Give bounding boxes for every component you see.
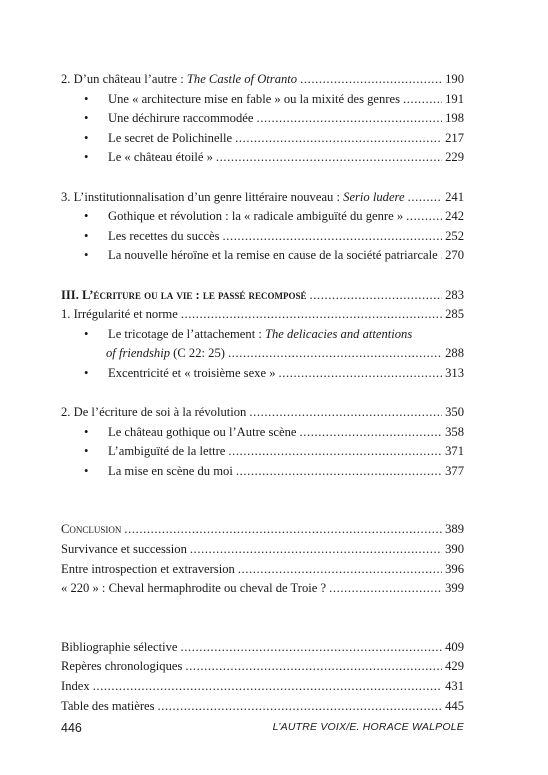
bullet-icon: • xyxy=(84,91,89,106)
toc-page-number: 371 xyxy=(445,444,464,459)
toc-subentry[interactable] xyxy=(61,148,464,168)
dot-leader xyxy=(299,423,442,443)
toc-entry-section-2[interactable] xyxy=(61,70,464,90)
toc-subentry[interactable] xyxy=(61,423,464,443)
dot-leader xyxy=(228,442,442,462)
toc-entry-part-3[interactable] xyxy=(61,286,464,306)
table-of-contents xyxy=(61,70,464,716)
toc-entry-label: 2. D’un château l’autre : The Castle of Otranto xyxy=(61,72,298,86)
toc-page-number: 252 xyxy=(445,228,464,243)
toc-entry-label: La mise en scène du moi xyxy=(108,463,233,478)
dot-leader xyxy=(216,148,442,168)
toc-entry-section-3-1[interactable] xyxy=(61,305,464,325)
toc-entry-contents[interactable] xyxy=(61,697,464,717)
toc-subentry[interactable] xyxy=(61,227,464,247)
dot-leader xyxy=(310,286,443,306)
toc-page-number: 217 xyxy=(445,130,464,145)
toc-subentry[interactable] xyxy=(61,207,464,227)
toc-page-number: 399 xyxy=(445,581,464,596)
toc-page-number: 429 xyxy=(445,659,464,674)
dot-leader xyxy=(185,657,442,677)
toc-page-number: 390 xyxy=(445,542,464,557)
toc-page-number: 431 xyxy=(445,679,464,694)
dot-leader xyxy=(93,677,442,697)
toc-entry-label: Survivance et succession xyxy=(61,542,187,557)
toc-subentry[interactable] xyxy=(61,364,464,384)
toc-subentry-continuation[interactable] xyxy=(61,344,464,364)
toc-entry-label: Excentricité et « troisième sexe » xyxy=(108,365,276,380)
dot-leader xyxy=(300,70,442,90)
toc-entry[interactable] xyxy=(61,560,464,580)
toc-page-number: 229 xyxy=(445,150,464,165)
toc-subentry[interactable] xyxy=(61,129,464,149)
bullet-icon: • xyxy=(84,424,89,439)
dot-leader xyxy=(223,227,443,247)
toc-entry-label: Index xyxy=(61,679,90,694)
dot-leader xyxy=(228,344,442,364)
toc-entry-bibliography[interactable] xyxy=(61,638,464,658)
toc-entry-label: 1. Irrégularité et norme xyxy=(61,307,178,322)
toc-entry-label: « 220 » : Cheval hermaphrodite ou cheval de Troie ? xyxy=(61,581,327,596)
toc-page-number: 270 xyxy=(445,248,464,263)
page-number: 446 xyxy=(61,721,82,735)
toc-entry[interactable] xyxy=(61,540,464,560)
toc-entry-label: Les recettes du succès xyxy=(108,228,220,243)
toc-entry-label: Le château gothique ou l’Autre scène xyxy=(108,424,297,439)
bullet-icon: • xyxy=(84,444,89,459)
dot-leader xyxy=(441,246,442,266)
toc-entry-label: Repères chronologiques xyxy=(61,659,183,674)
toc-entry-label: III. L’écriture ou la vie : le passé recomposé xyxy=(61,287,307,302)
toc-entry-label: Bibliographie sélective xyxy=(61,639,178,654)
toc-entry-chronology[interactable] xyxy=(61,657,464,677)
toc-entry[interactable] xyxy=(61,579,464,599)
toc-page-number: 350 xyxy=(445,405,464,420)
toc-subentry[interactable] xyxy=(61,462,464,482)
toc-entry-label: 2. De l’écriture de soi à la révolution xyxy=(61,405,247,420)
dot-leader xyxy=(279,364,443,384)
dot-leader xyxy=(158,697,443,717)
dot-leader xyxy=(235,129,442,149)
toc-entry-label: Entre introspection et extraversion xyxy=(61,561,235,576)
toc-subentry[interactable] xyxy=(61,442,464,462)
toc-entry-label: Le tricotage de l’attachement : The delicacies and attentions xyxy=(108,326,413,341)
bullet-icon: • xyxy=(84,130,89,145)
toc-page-number: 358 xyxy=(445,424,464,439)
toc-entry-label: Le secret de Polichinelle xyxy=(108,130,233,145)
dot-leader xyxy=(236,462,442,482)
toc-page-number: 389 xyxy=(445,522,464,537)
dot-leader xyxy=(238,560,442,580)
toc-entry-label: Table des matières xyxy=(61,698,155,713)
bullet-icon: • xyxy=(84,326,89,341)
toc-page-number: 242 xyxy=(445,209,464,224)
toc-subentry[interactable] xyxy=(61,325,464,345)
dot-leader xyxy=(406,207,442,227)
toc-page-number: 288 xyxy=(445,346,464,361)
toc-page-number: 191 xyxy=(445,91,464,106)
dot-leader xyxy=(403,90,442,110)
toc-entry-label: of friendship (C 22: 25) xyxy=(106,346,225,361)
toc-entry-section-3[interactable] xyxy=(61,188,464,208)
bullet-icon: • xyxy=(84,228,89,243)
toc-page-number: 409 xyxy=(445,639,464,654)
toc-entry-section-3-2[interactable] xyxy=(61,403,464,423)
toc-subentry[interactable] xyxy=(61,109,464,129)
bullet-icon: • xyxy=(84,111,89,126)
toc-entry-label: Conclusion xyxy=(61,522,122,537)
toc-page-number: 241 xyxy=(445,189,464,204)
toc-subentry[interactable] xyxy=(61,246,464,266)
toc-entry-label: L’ambiguïté de la lettre xyxy=(108,444,226,459)
toc-entry-index[interactable] xyxy=(61,677,464,697)
toc-entry-label: Une « architecture mise en fable » ou la mixité des genres xyxy=(108,91,400,106)
dot-leader xyxy=(249,403,442,423)
toc-page-number: 283 xyxy=(445,287,464,302)
dot-leader xyxy=(181,305,442,325)
toc-page-number: 313 xyxy=(445,365,464,380)
toc-entry-conclusion[interactable] xyxy=(61,520,464,540)
toc-entry-label: Une déchirure raccommodée xyxy=(108,111,254,126)
dot-leader xyxy=(408,188,443,208)
page-footer xyxy=(61,721,464,735)
dot-leader xyxy=(329,579,442,599)
bullet-icon: • xyxy=(84,365,89,380)
toc-entry-label: La nouvelle héroïne et la remise en cause de la société patriarcale xyxy=(108,248,438,263)
bullet-icon: • xyxy=(84,150,89,165)
toc-entry-label: Gothique et révolution : la « radicale ambiguïté du genre » xyxy=(108,209,404,224)
toc-page-number: 285 xyxy=(445,307,464,322)
toc-entry-label: Le « château étoilé » xyxy=(108,150,213,165)
toc-page-number: 445 xyxy=(445,698,464,713)
toc-page-number: 396 xyxy=(445,561,464,576)
dot-leader xyxy=(190,540,442,560)
running-title: L’AUTRE VOIX/E. HORACE WALPOLE xyxy=(272,721,464,733)
toc-page-number: 377 xyxy=(445,463,464,478)
dot-leader xyxy=(256,109,442,129)
toc-subentry[interactable] xyxy=(61,90,464,110)
dot-leader xyxy=(180,638,442,658)
bullet-icon: • xyxy=(84,248,89,263)
bullet-icon: • xyxy=(84,209,89,224)
bullet-icon: • xyxy=(84,463,89,478)
toc-page-number: 198 xyxy=(445,111,464,126)
toc-entry-label: 3. L’institutionnalisation d’un genre littéraire nouveau : Serio ludere xyxy=(61,189,405,204)
dot-leader xyxy=(124,520,442,540)
toc-page-number: 190 xyxy=(445,72,464,86)
